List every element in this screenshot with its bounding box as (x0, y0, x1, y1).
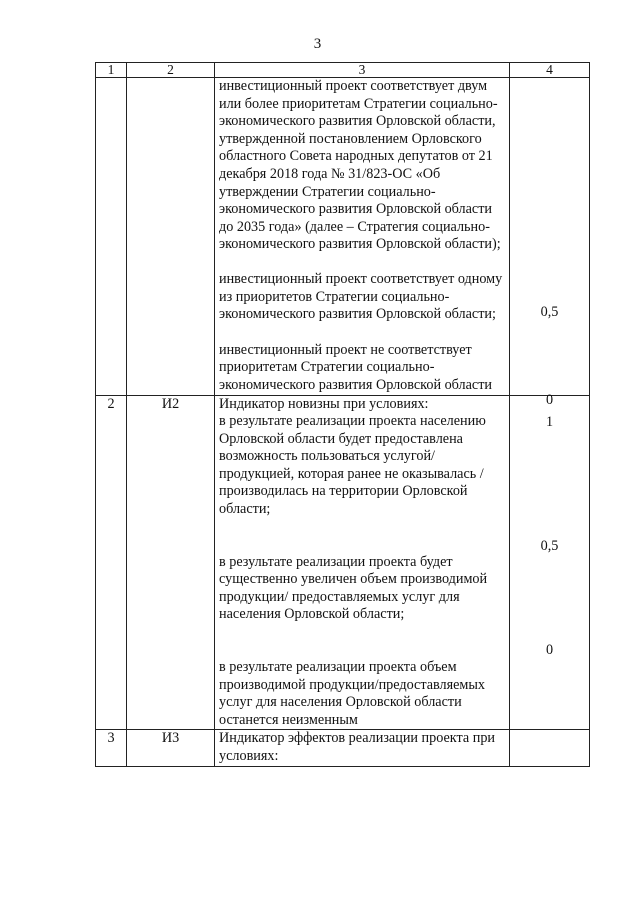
table-row-2 (96, 395, 590, 730)
score-value: 0,5 (540, 304, 559, 320)
row-continued-indicator (127, 78, 215, 396)
table-row-continued (96, 78, 590, 396)
row-continued-text (215, 78, 510, 396)
indicator-code: И3 (127, 730, 215, 766)
row-3-score (510, 730, 590, 766)
table-row-3 (96, 730, 590, 766)
condition-text: инвестиционный проект соответствует двум или более приоритетам Стратегии социально-экономического развития Орловской области, утвержденной постановлением Орловского областного Совета народных депутатов от 21 декабря 2018 года № 31/823-ОС «Об утверждении Стратегии социально-экономического развития Орловской области до 2035 года» (далее – Стратегия социально-экономического развития Орловской области); (219, 78, 501, 253)
row-2-text (215, 395, 510, 730)
table-header-row (96, 63, 590, 78)
condition-text: в результате реализации проекта населению Орловской области будет предоставлена возможность пользоваться услугой/продукцией, которая ранее не оказывалась /производилась на территории Орловской области; (219, 413, 486, 518)
indicator-heading: Индикатор новизны при условиях: (219, 395, 429, 412)
page-number: 3 (313, 36, 322, 52)
row-3-text: Индикатор эффектов реализации проекта при условиях: (215, 730, 510, 766)
row-number: 2 (96, 395, 127, 730)
condition-text: инвестиционный проект не соответствует приоритетам Стратегии социально-экономического развития Орловской области (219, 341, 493, 393)
score-value: 1 (545, 413, 554, 430)
row-continued-scores (510, 78, 590, 408)
row-continued-num (96, 78, 127, 396)
score-value: 0 (545, 641, 554, 658)
header-col-3: 3 (215, 63, 510, 78)
row-number: 3 (96, 730, 127, 766)
criteria-table (95, 62, 590, 767)
header-col-2: 2 (127, 63, 215, 78)
header-col-1: 1 (96, 63, 127, 78)
condition-text: в результате реализации проекта будет существенно увеличен объем производимой продукции/ предоставляемых услуг для населения Орловской области; (219, 553, 488, 623)
condition-text: инвестиционный проект соответствует одному из приоритетов Стратегии социально-экономического развития Орловской области; (219, 270, 503, 323)
score-value: 0,5 (540, 537, 559, 554)
row-2-scores (510, 395, 590, 730)
header-col-4: 4 (510, 63, 590, 78)
indicator-code: И2 (127, 395, 215, 730)
condition-text: в результате реализации проекта объем производимой продукции/предоставляемых услуг для населения Орловской области останется неизменным (219, 659, 486, 728)
score-value: 0 (545, 392, 554, 408)
